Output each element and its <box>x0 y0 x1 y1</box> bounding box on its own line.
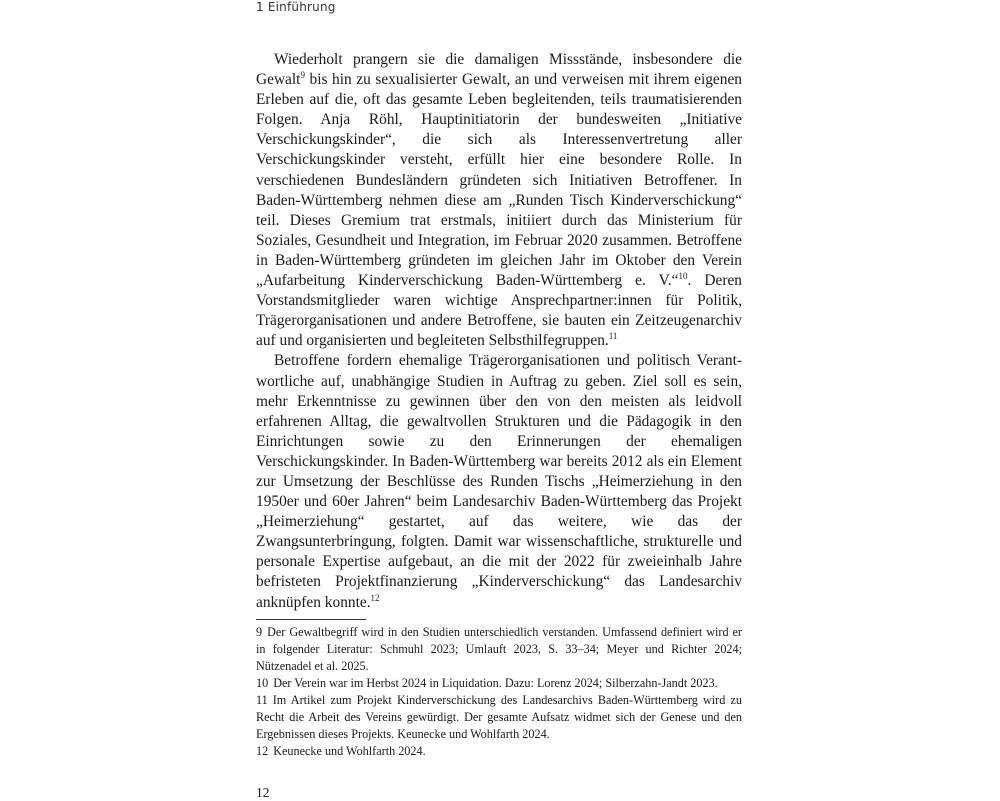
footnote-text: Keunecke und Wohlfarth 2024. <box>273 744 426 758</box>
footnote-11 <box>256 692 742 743</box>
footnote-ref-11[interactable]: 11 <box>608 331 618 342</box>
footnote-ref-10[interactable]: 10 <box>678 271 688 282</box>
footnote-number: 10 <box>256 676 269 690</box>
footnote-text: Der Verein war im Herbst 2024 in Liquidation. Dazu: Lorenz 2024; Silberzahn-Jandt 2023. <box>273 676 718 690</box>
paragraph-1-text-b: bis hin zu sexualisierter Gewalt, an und verweisen mit ihrem eigenen Erleben auf die, oft das gesamte Leben begleitenden, teils traumatisierenden Folgen. Anja Röhl, Hauptinitiatorin der bundesweiten „Initiative Verschickungskinder“, die sich als Interessenvertretung aller Verschickungskinder versteht, erfüllt hier eine besondere Rolle. In verschiedenen Bundesländern gründeten sich Initiativen Betroffener. In Baden-Württemberg nehmen diese am „Runden Tisch Kinderverschickung“ teil. Dieses Gremium trat erstmals, initiiert durch das Ministerium für Soziales, Gesundheit und Integration, im Februar 2020 zusammen. Betroffene in Baden-Württemberg gründeten im gleichen Jahr im Oktober den Verein „Aufarbeitung Kinderverschickung Baden-Württemberg e. V.“ <box>256 71 742 290</box>
footnote-number: 9 <box>256 625 263 639</box>
paragraph-1-text-c: . Deren Vorstandsmitglieder waren wichtige Ansprechpartner:innen für Politik, Trägerorganisationen und andere Betroffene, sie bauten ein Zeitzeugenarchiv auf und organisierten und begleiteten Selbsthilfegruppen. <box>256 272 743 350</box>
paragraph-2-text-a: Betroffene fordern ehemalige Trägerorganisationen und politisch Verantwortliche auf, unabhängige Studien in Auftrag zu geben. Ziel soll es sein, mehr Erkenntnisse zu gewinnen über den von den meisten als leidvoll erfahrenen Alltag, die gewaltvollen Strukturen und die Pädagogik in den Einrichtungen sowie zu den Erinnerungen der ehemaligen Verschickungskinder. In Baden-Württemberg war bereits 2012 als ein Element zur Umsetzung der Beschlüsse des Runden Tischs „Heimerziehung in den 1950er und 60er Jahren“ beim Landesarchiv Baden-Württemberg das Projekt „Heimerziehung“ gestartet, auf das weitere, wie das der Zwangsunterbringung, folgten. Damit war wissenschaftliche, strukturelle und personale Expertise aufgebaut, an die mit der 2022 für zweieinhalb Jahre befristeten Projektfinanzierung „Kinderverschickung“ das Landesarchiv anknüpfen konnte. <box>256 352 742 611</box>
running-head: 1 Einführung <box>256 0 336 14</box>
footnote-9 <box>256 624 742 675</box>
footnote-ref-12[interactable]: 12 <box>370 592 380 603</box>
footnote-ref-9[interactable]: 9 <box>300 70 305 81</box>
paragraph-1 <box>256 50 742 351</box>
footnote-12 <box>256 743 742 760</box>
footnote-number: 11 <box>256 693 268 707</box>
footnote-separator <box>256 619 366 620</box>
footnotes <box>256 624 742 760</box>
footnote-number: 12 <box>256 744 269 758</box>
paragraph-1-text-a: Wiederholt prangern sie die damaligen Missstände, insbesondere die Gewalt <box>256 51 742 89</box>
page-number: 12 <box>256 785 270 800</box>
footnote-text: Im Artikel zum Projekt Kinderverschickung des Landesarchivs Baden-Württemberg wird zu Recht die Arbeit des Vereins gewürdigt. Der gesamte Aufsatz widmet sich der Genese und den Ergebnissen dieses Projekts. Keunecke und Wohlfarth 2024. <box>256 693 742 741</box>
main-text <box>256 50 742 613</box>
paragraph-2 <box>256 351 742 612</box>
footnote-text: Der Gewaltbegriff wird in den Studien unterschiedlich verstanden. Umfassend definiert wird er in folgender Literatur: Schmuhl 2023; Umlauft 2023, S. 33–34; Meyer und Richter 2024; Nützenadel et al. 2025. <box>256 625 742 673</box>
footnote-10 <box>256 675 742 692</box>
